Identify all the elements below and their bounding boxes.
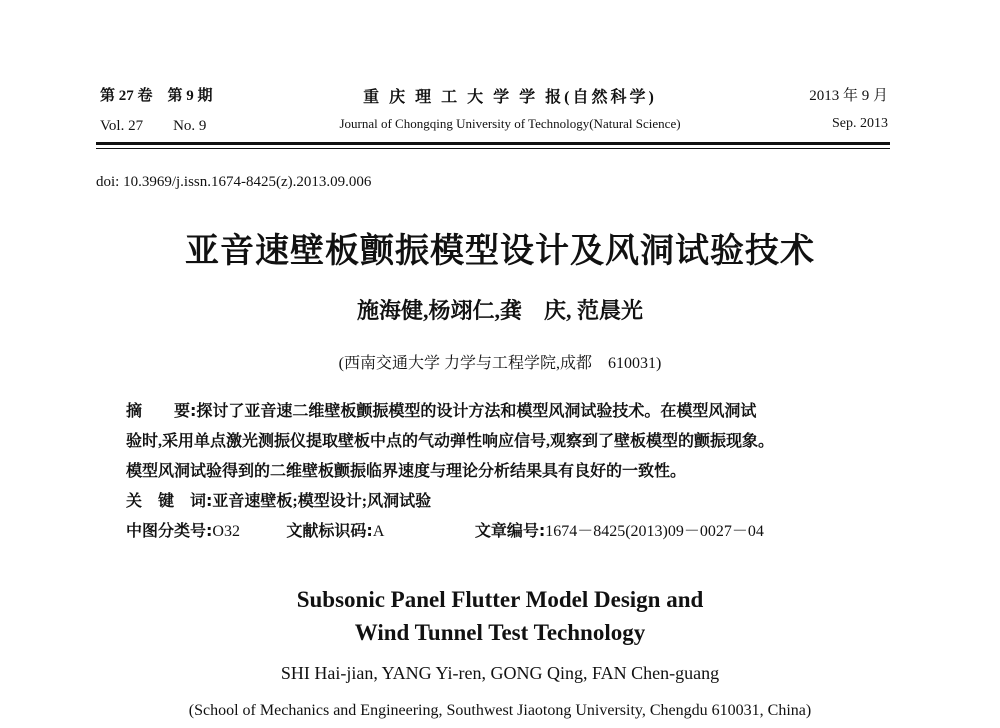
affiliation-cn: (西南交通大学 力学与工程学院,成都 610031) xyxy=(338,355,662,372)
article-number-label: 文章编号: xyxy=(474,521,546,540)
doc-code-value: A xyxy=(372,523,385,540)
journal-name-en: Journal of Chongqing University of Technology(Natural Science) xyxy=(339,116,681,131)
affiliation-en: (School of Mechanics and Engineering, Southwest Jiaotong University, Chengdu 610031, China) xyxy=(188,702,812,719)
paper-title-en-line-1: Subsonic Panel Flutter Model Design and xyxy=(296,587,704,612)
authors-en: SHI Hai-jian, YANG Yi-ren, GONG Qing, FAN Chen-guang xyxy=(280,663,720,683)
abstract-line-3: 模型风洞试验得到的二维壁板颤振临界速度与理论分析结果具有良好的一致性。 xyxy=(126,463,687,480)
keywords-text: 亚音速壁板;模型设计;风洞试验 xyxy=(212,493,432,510)
publication-date-en: Sep. 2013 xyxy=(832,116,888,131)
header-rule-thick xyxy=(96,142,890,145)
paper-title-cn: 亚音速壁板颤振模型设计及风洞试验技术 xyxy=(185,231,815,271)
abstract-line-1 xyxy=(126,398,756,421)
keywords-line xyxy=(126,488,431,511)
doc-code-label: 文献标识码: xyxy=(286,521,373,540)
clc-label: 中图分类号: xyxy=(126,521,213,540)
volume-issue-cn: 第 27 卷 第 9 期 xyxy=(100,88,213,104)
volume-issue-en: Vol. 27 No. 9 xyxy=(100,118,207,134)
authors-cn: 施海健,杨翊仁,龚 庆, 范晨光 xyxy=(356,298,643,323)
keywords-label: 关 键 词: xyxy=(126,491,213,510)
clc-value: O32 xyxy=(212,523,240,540)
abstract-line-2: 验时,采用单点激光测振仪提取壁板中点的气动弹性响应信号,观察到了壁板模型的颤振现象。 xyxy=(126,433,775,450)
header-rule-thin xyxy=(96,148,890,149)
article-number-value: 1674－8425(2013)09－0027－04 xyxy=(545,523,764,540)
doi: doi: 10.3969/j.issn.1674-8425(z).2013.09.006 xyxy=(96,174,372,190)
journal-name-cn: 重 庆 理 工 大 学 学 报(自然科学) xyxy=(363,89,657,106)
publication-date-cn: 2013 年 9 月 xyxy=(809,88,888,104)
abstract-text-1: 探讨了亚音速二维壁板颤振模型的设计方法和模型风洞试验技术。在模型风洞试 xyxy=(196,403,757,420)
classification-line xyxy=(126,518,764,541)
abstract-label: 摘 要: xyxy=(126,401,197,420)
paper-title-en-line-2: Wind Tunnel Test Technology xyxy=(354,620,646,645)
